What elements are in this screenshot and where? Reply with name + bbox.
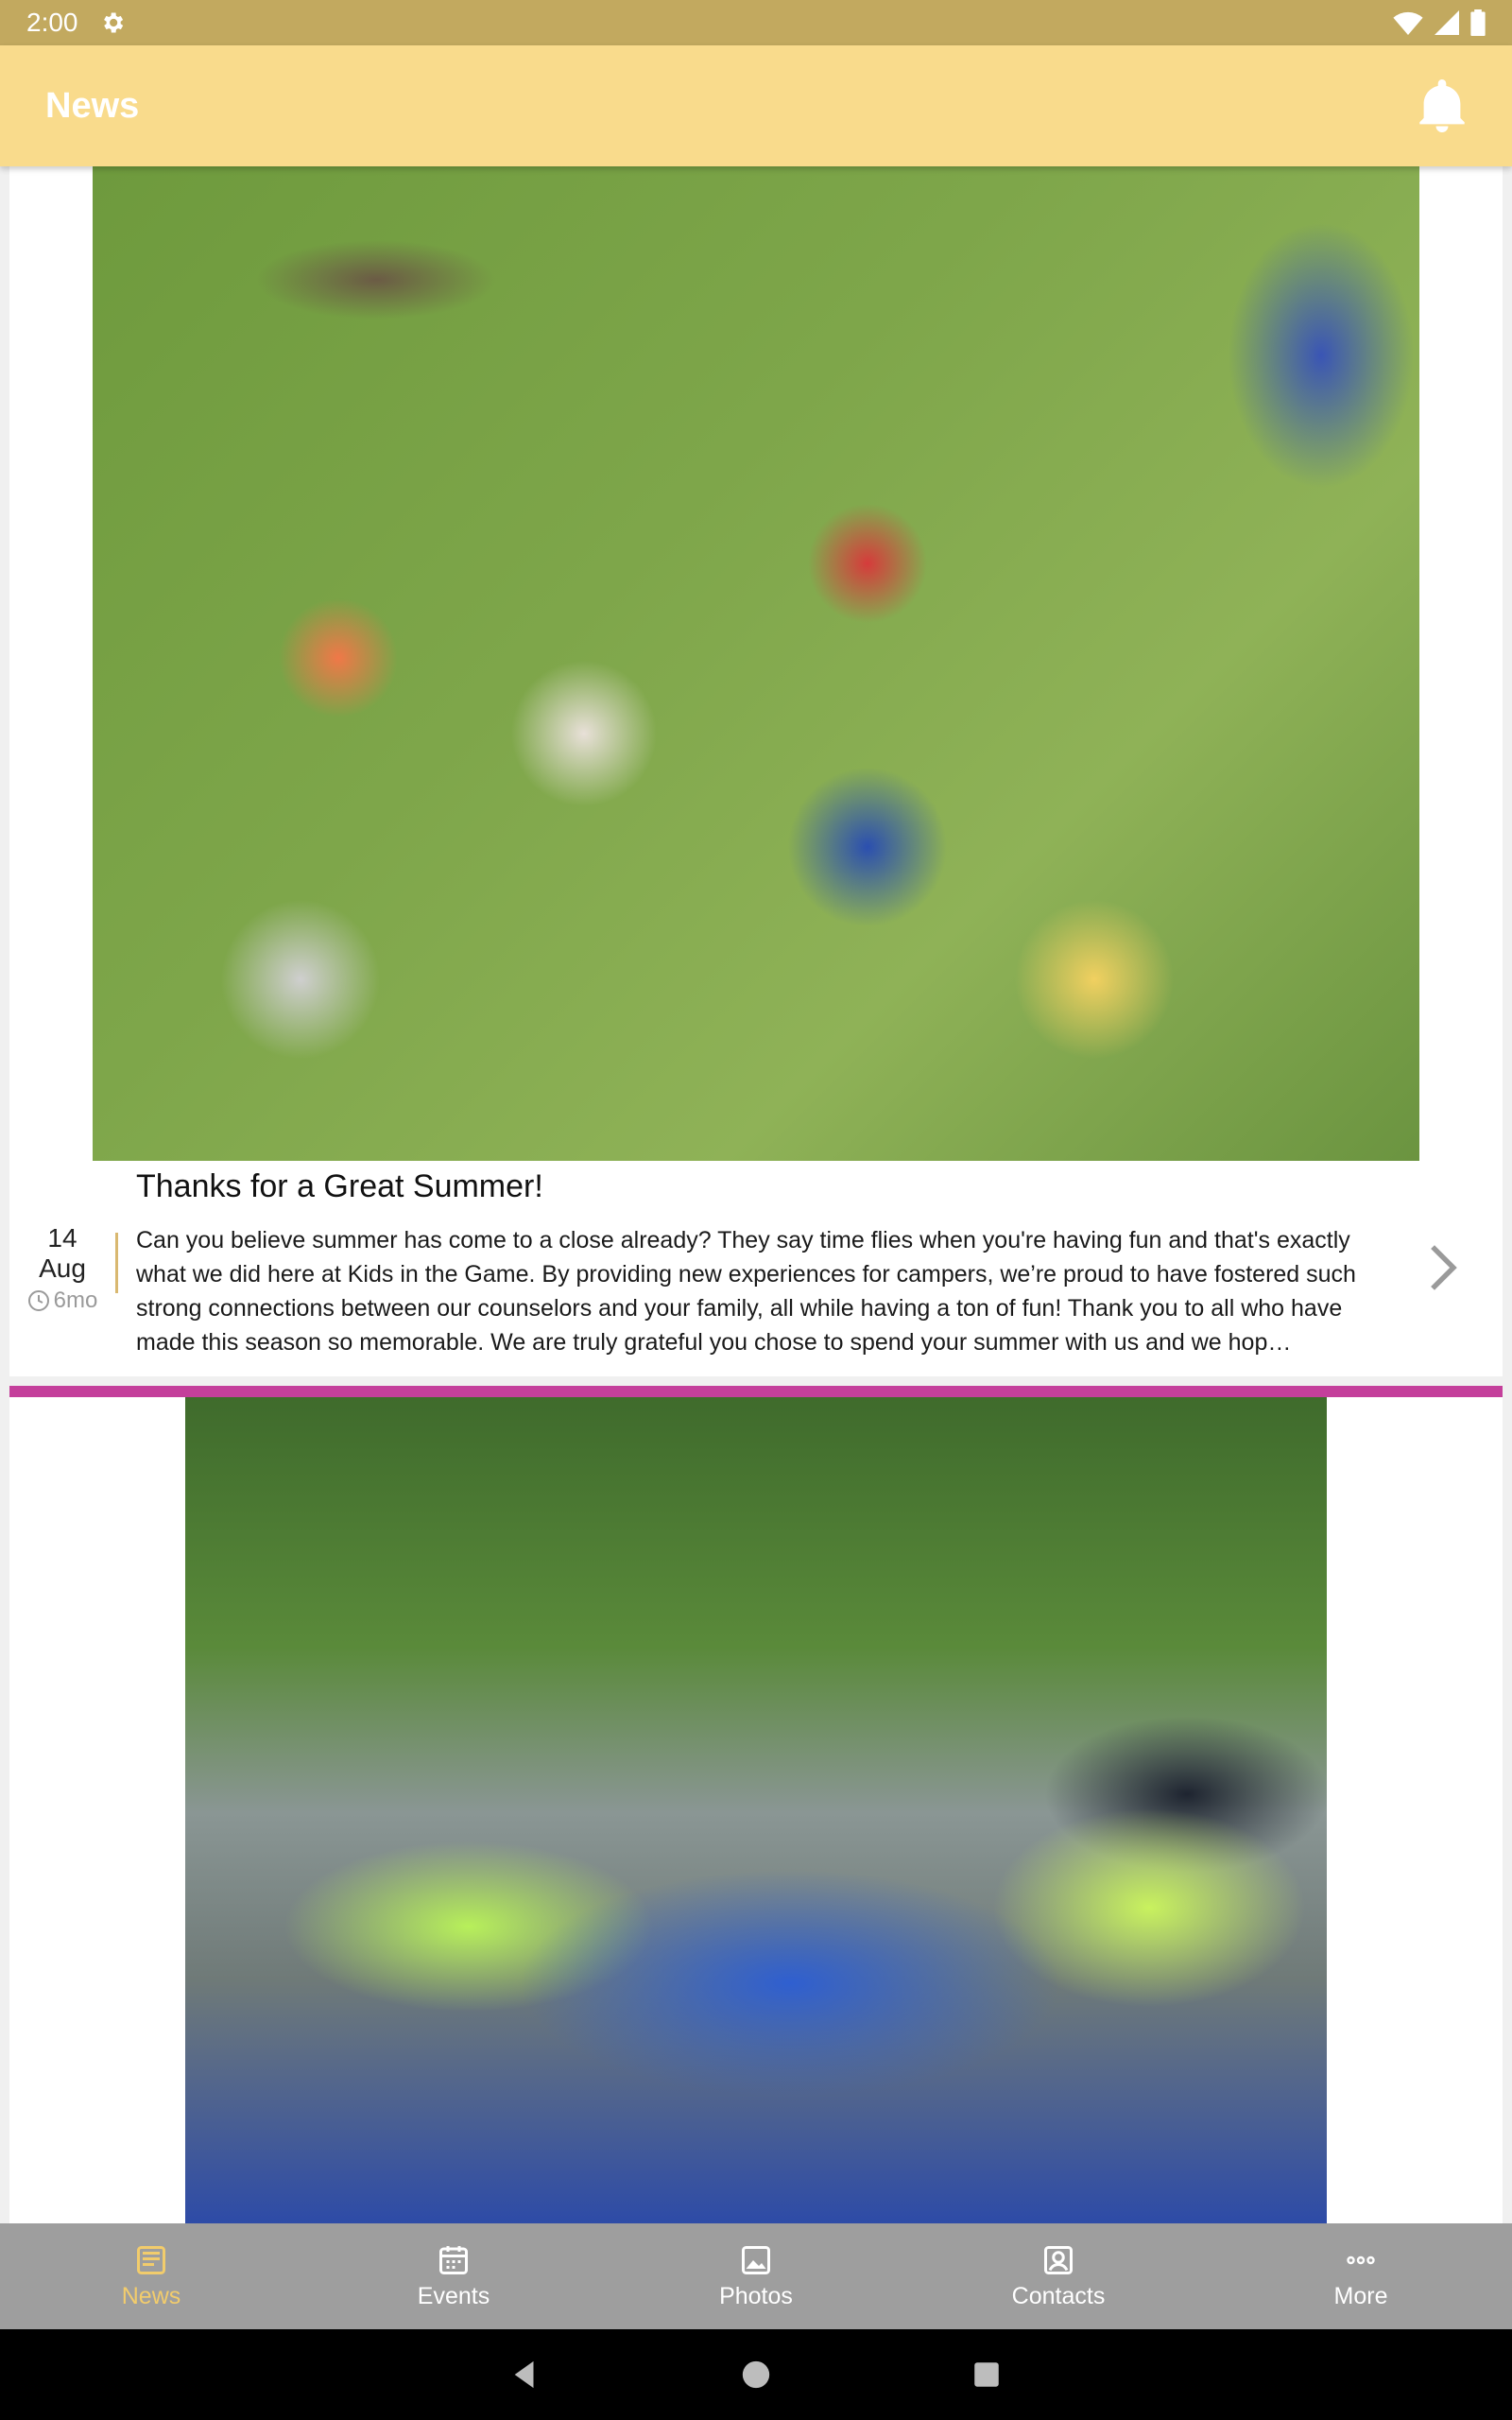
more-icon [1344,2243,1378,2277]
post-age [9,1288,115,1314]
date-divider [115,1233,118,1293]
nav-item-events[interactable] [302,2223,605,2329]
status-bar [0,0,1512,45]
nav-label: More [1333,2282,1388,2309]
post-title: Thanks for a Great Summer! [136,1168,543,1204]
post-month: Aug [39,1253,86,1283]
news-feed[interactable] [0,166,1512,2223]
calendar-icon [437,2243,471,2277]
nav-item-photos[interactable] [605,2223,907,2329]
chevron-right-icon[interactable] [1427,1244,1459,1291]
bell-icon[interactable] [1418,79,1467,132]
photo-icon [739,2243,773,2277]
status-time: 2:00 [26,8,78,37]
post-date [9,1223,115,1314]
post-image [185,1397,1327,2223]
wifi-icon [1393,10,1423,35]
app-bar [0,45,1512,166]
home-icon[interactable] [740,2359,772,2391]
nav-item-more[interactable] [1210,2223,1512,2329]
page-title: News [45,85,140,126]
news-card[interactable] [9,166,1503,1376]
nav-item-contacts[interactable] [907,2223,1210,2329]
post-image [93,166,1419,1161]
post-excerpt: Can you believe summer has come to a close already? They say time flies when you're having fun and that's exactly what we did here at Kids in the Game. By providing new experiences for campers, we’re proud to have fostered such strong connections between our counselors and your family, all while having a ton of fun! Thank you to all who have made this season so memorable. We are truly grateful you chose to spend your summer with us and we hop… [136,1227,1356,1356]
signal-icon [1435,10,1459,35]
contacts-icon [1041,2243,1075,2277]
news-icon [134,2243,168,2277]
gear-icon [99,9,126,36]
system-navigation-bar [0,2329,1512,2420]
back-icon[interactable] [509,2359,541,2391]
nav-label: Contacts [1011,2282,1106,2309]
nav-item-news[interactable] [0,2223,302,2329]
nav-label: Photos [719,2282,793,2309]
battery-icon [1470,9,1486,36]
post-day: 14 [47,1223,77,1253]
post-age-text: 6mo [53,1288,98,1313]
recents-icon[interactable] [971,2359,1003,2391]
clock-icon [27,1289,50,1312]
nav-label: Events [417,2282,490,2309]
post-separator [9,1386,1503,1397]
news-card[interactable] [9,1397,1503,2223]
nav-label: News [121,2282,181,2309]
bottom-navigation [0,2223,1512,2329]
